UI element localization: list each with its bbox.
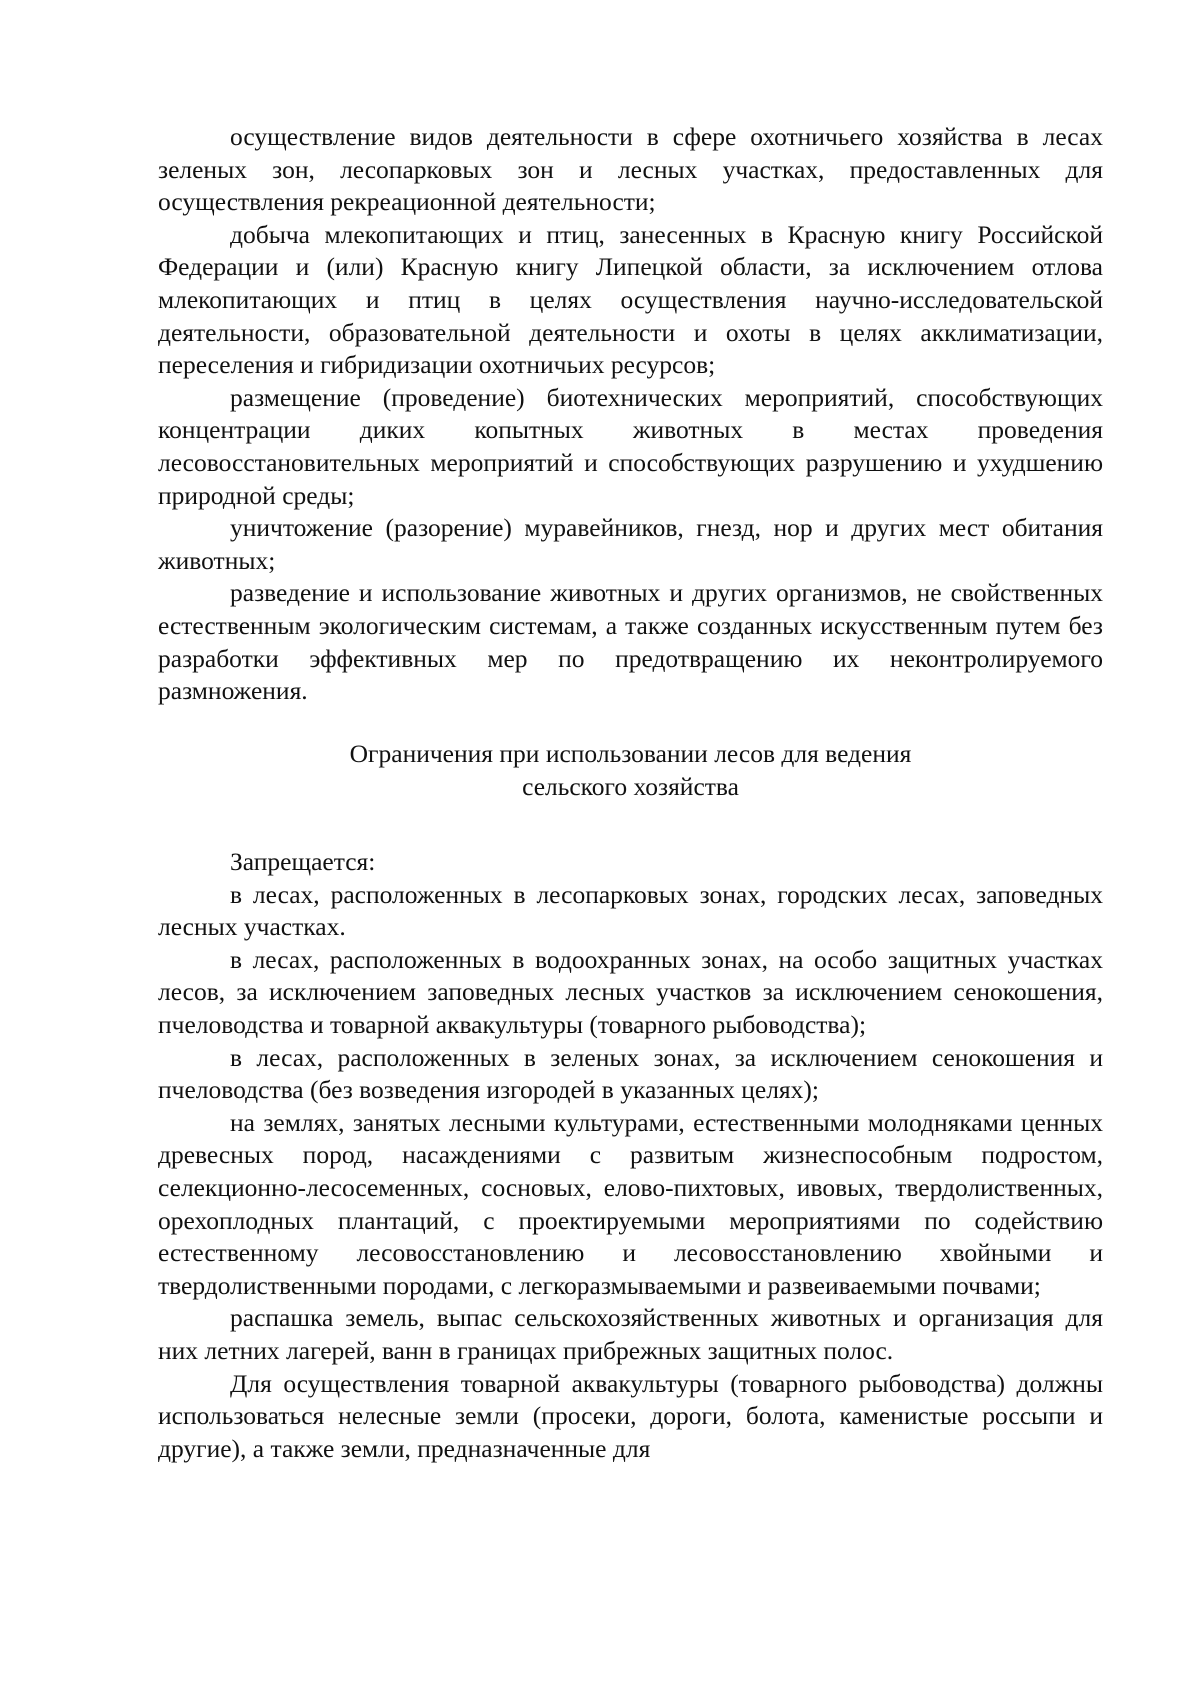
section-heading-line-1: Ограничения при использовании лесов для ведения	[349, 739, 912, 768]
paragraph-forest-park-zones: в лесах, расположенных в лесопарковых зонах, городских лесах, заповедных лесных участках.	[158, 879, 1103, 942]
bottom-text-block	[158, 846, 1103, 1465]
paragraph-aquaculture: Для осуществления товарной аквакультуры (товарного рыбоводства) должны использоваться нелесные земли (просеки, дороги, болота, каменистые россыпи и другие), а также земли, предназначенные для	[158, 1368, 1103, 1463]
paragraph-forest-cultures-lands: на землях, занятых лесными культурами, естественными молодняками ценных древесных пород, насаждениями с развитым жизнеспособным подростом, селекционно-лесосеменных, сосновых, елово-пихтовых, ивовых, твердолиственных, орехоплодных плантаций, с проектируемыми мероприятиями по содействию естественному лесовосстановлению и лесовосстановлению хвойными и твердолиственными породами, с легкоразмываемыми и развеиваемыми почвами;	[158, 1107, 1103, 1300]
paragraph-plowing-grazing: распашка земель, выпас сельскохозяйственных животных и организация для них летних лагерей, ванн в границах прибрежных защитных полос.	[158, 1303, 1103, 1365]
paragraph-habitat-destruction: уничтожение (разорение) муравейников, гнезд, нор и других мест обитания животных;	[158, 513, 1103, 575]
section-heading-line-2: сельского хозяйства	[522, 771, 739, 801]
paragraph-red-book-species: добыча млекопитающих и птиц, занесенных в Красную книгу Российской Федерации и (или) Красную книгу Липецкой области, за исключением отлова млекопитающих и птиц в целях осуществления научно-исследовательской деятельности, образовательной деятельности и охоты в целях акклиматизации, переселения и гибридизации охотничьих ресурсов;	[158, 219, 1103, 380]
section-heading	[158, 738, 1103, 803]
paragraph-green-zones: в лесах, расположенных в зеленых зонах, за исключением сенокошения и пчеловодства (без возведения изгородей в указанных целях);	[158, 1042, 1103, 1105]
paragraph-prohibited: Запрещается:	[230, 847, 376, 876]
paragraph-hunting-activities: осуществление видов деятельности в сфере охотничьего хозяйства в лесах зеленых зон, лесопарковых зон и лесных участках, предоставленных для осуществления рекреационной деятельности;	[158, 122, 1103, 217]
paragraph-water-protection-zones: в лесах, расположенных в водоохранных зонах, на особо защитных участках лесов, за исключением заповедных лесных участков за исключением сенокошения, пчеловодства и товарной аквакультуры (товарного рыбоводства);	[158, 944, 1103, 1039]
paragraph-biotechnical-measures: размещение (проведение) биотехнических мероприятий, способствующих концентрации диких копытных животных в местах проведения лесовосстановительных мероприятий и способствующих разрушению и ухудшению природной среды;	[158, 382, 1103, 510]
top-text-block	[158, 121, 1103, 708]
paragraph-non-native-organisms: разведение и использование животных и других организмов, не свойственных естественным экологическим системам, а также созданных искусственным путем без разработки эффективных мер по предотвращению их неконтролируемого размножения.	[158, 578, 1103, 706]
